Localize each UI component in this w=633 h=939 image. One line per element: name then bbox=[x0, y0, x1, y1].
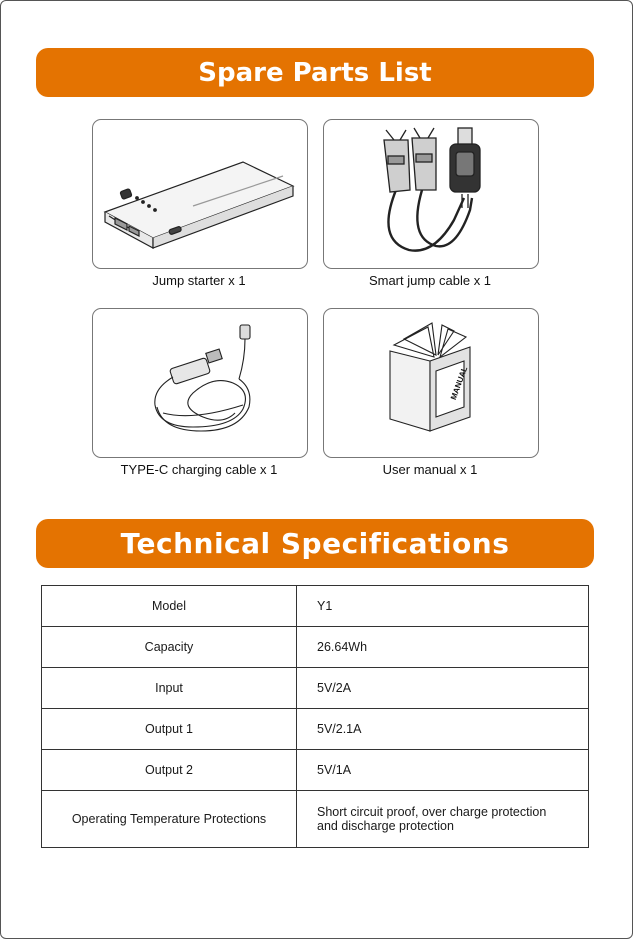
spec-value bbox=[297, 791, 589, 848]
spec-value: 5V/2.1A bbox=[297, 709, 589, 750]
spec-value: 26.64Wh bbox=[297, 627, 589, 668]
table-row bbox=[42, 586, 589, 627]
table-row bbox=[42, 791, 589, 848]
spare-parts-banner bbox=[36, 48, 594, 97]
jump-starter-caption: Jump starter x 1 bbox=[152, 273, 246, 288]
jump-cable-image bbox=[324, 120, 538, 268]
spec-label: Input bbox=[42, 668, 297, 709]
spec-label: Operating Temperature Protections bbox=[42, 791, 297, 848]
spec-value-line: and discharge protection bbox=[317, 819, 454, 833]
spec-value: 5V/2A bbox=[297, 668, 589, 709]
spec-value: Y1 bbox=[297, 586, 589, 627]
jump-starter-image bbox=[93, 120, 307, 268]
table-row bbox=[42, 750, 589, 791]
spec-label: Output 1 bbox=[42, 709, 297, 750]
jump-starter-card bbox=[92, 119, 308, 269]
table-row bbox=[42, 627, 589, 668]
table-row bbox=[42, 709, 589, 750]
spare-parts-title: Spare Parts List bbox=[198, 57, 432, 88]
charging-cable-image bbox=[93, 309, 307, 457]
spec-label: Model bbox=[42, 586, 297, 627]
user-manual-caption: User manual x 1 bbox=[382, 462, 478, 477]
spec-value-line: Short circuit proof, over charge protection bbox=[317, 805, 547, 819]
jump-cable-caption: Smart jump cable x 1 bbox=[368, 273, 492, 288]
charging-cable-card bbox=[92, 308, 308, 458]
jump-cable-card bbox=[323, 119, 539, 269]
spec-label: Capacity bbox=[42, 627, 297, 668]
spec-label: Output 2 bbox=[42, 750, 297, 791]
specs-table bbox=[41, 585, 589, 848]
user-manual-image bbox=[324, 309, 538, 457]
user-manual-card bbox=[323, 308, 539, 458]
tech-specs-banner bbox=[36, 519, 594, 568]
manual-cover-text: MANUAL bbox=[448, 365, 470, 402]
tech-specs-title: Technical Specifications bbox=[120, 527, 510, 560]
charging-cable-caption: TYPE-C charging cable x 1 bbox=[120, 462, 278, 477]
table-row bbox=[42, 668, 589, 709]
spec-value: 5V/1A bbox=[297, 750, 589, 791]
